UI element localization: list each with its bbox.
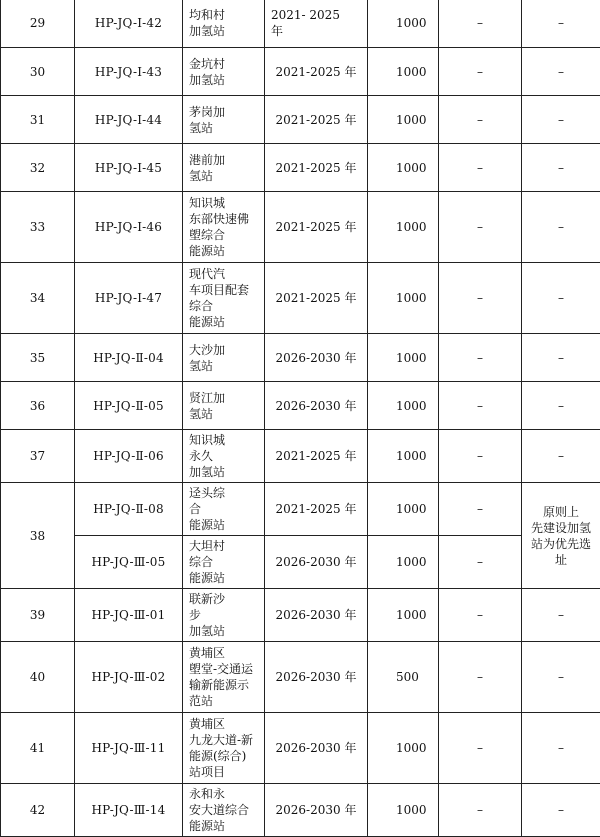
build-period: 2026-2030 年 bbox=[265, 536, 368, 589]
dash-cell: – bbox=[522, 144, 600, 192]
build-period: 2021-2025 年 bbox=[265, 430, 368, 483]
station-name-text: 知识城 东部快速佛 塱综合 能源站 bbox=[189, 195, 260, 259]
station-name bbox=[183, 48, 265, 96]
row-number: 42 bbox=[1, 784, 75, 837]
dash-cell: – bbox=[439, 589, 522, 642]
station-name-text: 黄埔区 九龙大道-新 能源(综合) 站项目 bbox=[189, 716, 260, 780]
build-period: 2026-2030 年 bbox=[265, 382, 368, 430]
dash-cell: – bbox=[522, 713, 600, 784]
table-row bbox=[1, 536, 600, 589]
station-name bbox=[183, 96, 265, 144]
capacity: 1000 bbox=[368, 334, 439, 382]
capacity: 1000 bbox=[368, 430, 439, 483]
capacity: 1000 bbox=[368, 0, 439, 48]
capacity: 1000 bbox=[368, 144, 439, 192]
capacity: 500 bbox=[368, 642, 439, 713]
build-period: 2021-2025 年 bbox=[265, 192, 368, 263]
dash-cell: – bbox=[522, 430, 600, 483]
row-number: 39 bbox=[1, 589, 75, 642]
station-name-text: 大沙加 氢站 bbox=[189, 342, 260, 374]
dash-cell: – bbox=[522, 96, 600, 144]
dash-cell: – bbox=[522, 382, 600, 430]
build-period: 2021-2025 年 bbox=[265, 144, 368, 192]
station-name-text: 联新沙 步 加氢站 bbox=[189, 591, 260, 639]
station-code: HP-JQ-Ⅲ-02 bbox=[75, 642, 183, 713]
station-code: HP-JQ-Ⅲ-14 bbox=[75, 784, 183, 837]
row-number: 30 bbox=[1, 48, 75, 96]
dash-cell: – bbox=[439, 334, 522, 382]
station-name-text: 现代汽 车项目配套 综合 能源站 bbox=[189, 266, 260, 330]
row-number: 40 bbox=[1, 642, 75, 713]
build-period-text: 2021- 2025 年 bbox=[271, 7, 367, 39]
station-code: HP-JQ-Ⅰ-42 bbox=[75, 0, 183, 48]
build-period: 2026-2030 年 bbox=[265, 784, 368, 837]
station-code: HP-JQ-Ⅰ-46 bbox=[75, 192, 183, 263]
table-row bbox=[1, 48, 600, 96]
build-period: 2026-2030 年 bbox=[265, 334, 368, 382]
station-name-text: 均和村 加氢站 bbox=[189, 7, 260, 39]
station-name-text: 永和永 安大道综合 能源站 bbox=[189, 786, 260, 834]
station-name bbox=[183, 642, 265, 713]
station-code: HP-JQ-Ⅱ-06 bbox=[75, 430, 183, 483]
station-name-text: 贤江加 氢站 bbox=[189, 390, 260, 422]
station-name bbox=[183, 536, 265, 589]
build-period: 2021-2025 年 bbox=[265, 48, 368, 96]
station-name bbox=[183, 784, 265, 837]
dash-cell: – bbox=[522, 642, 600, 713]
build-period: 2026-2030 年 bbox=[265, 642, 368, 713]
capacity: 1000 bbox=[368, 784, 439, 837]
capacity: 1000 bbox=[368, 589, 439, 642]
row-number: 32 bbox=[1, 144, 75, 192]
dash-cell: – bbox=[439, 784, 522, 837]
build-period: 2026-2030 年 bbox=[265, 589, 368, 642]
note-text: 原则上 先建设加氢 站为优先选 址 bbox=[528, 504, 594, 568]
station-name bbox=[183, 382, 265, 430]
station-name bbox=[183, 263, 265, 334]
station-code: HP-JQ-Ⅲ-11 bbox=[75, 713, 183, 784]
station-name-text: 迳头综 合 能源站 bbox=[189, 485, 260, 533]
row-number: 35 bbox=[1, 334, 75, 382]
row-number: 34 bbox=[1, 263, 75, 334]
capacity: 1000 bbox=[368, 713, 439, 784]
station-name bbox=[183, 144, 265, 192]
station-code: HP-JQ-Ⅰ-44 bbox=[75, 96, 183, 144]
dash-cell: – bbox=[439, 96, 522, 144]
station-name bbox=[183, 483, 265, 536]
table-row bbox=[1, 144, 600, 192]
dash-cell: – bbox=[439, 48, 522, 96]
station-code: HP-JQ-Ⅱ-08 bbox=[75, 483, 183, 536]
dash-cell: – bbox=[439, 430, 522, 483]
dash-cell: – bbox=[439, 382, 522, 430]
capacity: 1000 bbox=[368, 483, 439, 536]
capacity: 1000 bbox=[368, 192, 439, 263]
station-code: HP-JQ-Ⅲ-01 bbox=[75, 589, 183, 642]
dash-cell: – bbox=[522, 0, 600, 48]
station-name bbox=[183, 192, 265, 263]
dash-cell: – bbox=[439, 642, 522, 713]
station-code: HP-JQ-Ⅱ-04 bbox=[75, 334, 183, 382]
dash-cell: – bbox=[522, 784, 600, 837]
station-name-text: 金坑村 加氢站 bbox=[189, 56, 260, 88]
build-period: 2021-2025 年 bbox=[265, 96, 368, 144]
table-row bbox=[1, 642, 600, 713]
station-code: HP-JQ-Ⅲ-05 bbox=[75, 536, 183, 589]
build-period: 2021-2025 年 bbox=[265, 263, 368, 334]
table-row bbox=[1, 784, 600, 837]
station-name bbox=[183, 334, 265, 382]
table-row bbox=[1, 382, 600, 430]
station-code: HP-JQ-Ⅰ-47 bbox=[75, 263, 183, 334]
dash-cell: – bbox=[439, 263, 522, 334]
capacity: 1000 bbox=[368, 536, 439, 589]
capacity: 1000 bbox=[368, 263, 439, 334]
row-number: 33 bbox=[1, 192, 75, 263]
station-code: HP-JQ-Ⅱ-05 bbox=[75, 382, 183, 430]
row-number: 36 bbox=[1, 382, 75, 430]
table-row bbox=[1, 263, 600, 334]
station-name bbox=[183, 430, 265, 483]
row-number: 37 bbox=[1, 430, 75, 483]
row-number: 31 bbox=[1, 96, 75, 144]
station-name-text: 黄埔区 塱堂-交通运 输新能源示 范站 bbox=[189, 645, 260, 709]
capacity: 1000 bbox=[368, 48, 439, 96]
build-period: 2021-2025 年 bbox=[265, 483, 368, 536]
row-number: 29 bbox=[1, 0, 75, 48]
station-name bbox=[183, 0, 265, 48]
dash-cell: – bbox=[439, 0, 522, 48]
dash-cell: – bbox=[439, 144, 522, 192]
table-row bbox=[1, 713, 600, 784]
dash-cell: – bbox=[522, 334, 600, 382]
table-row bbox=[1, 483, 600, 536]
row-number: 41 bbox=[1, 713, 75, 784]
table-row bbox=[1, 334, 600, 382]
station-name bbox=[183, 713, 265, 784]
table-row bbox=[1, 589, 600, 642]
station-name-text: 港前加 氢站 bbox=[189, 152, 260, 184]
dash-cell: – bbox=[522, 589, 600, 642]
dash-cell: – bbox=[439, 483, 522, 536]
build-period: 2026-2030 年 bbox=[265, 713, 368, 784]
table-row bbox=[1, 430, 600, 483]
dash-cell: – bbox=[439, 192, 522, 263]
station-code: HP-JQ-Ⅰ-45 bbox=[75, 144, 183, 192]
build-period bbox=[265, 0, 368, 48]
table-row bbox=[1, 0, 600, 48]
capacity: 1000 bbox=[368, 382, 439, 430]
row-number: 38 bbox=[1, 483, 75, 589]
dash-cell: – bbox=[522, 192, 600, 263]
note-cell bbox=[522, 483, 600, 589]
table-row bbox=[1, 192, 600, 263]
station-name-text: 知识城 永久 加氢站 bbox=[189, 432, 260, 480]
dash-cell: – bbox=[439, 713, 522, 784]
capacity: 1000 bbox=[368, 96, 439, 144]
station-name-text: 茅岗加 氢站 bbox=[189, 104, 260, 136]
station-name-text: 大坦村 综合 能源站 bbox=[189, 538, 260, 586]
dash-cell: – bbox=[522, 263, 600, 334]
dash-cell: – bbox=[439, 536, 522, 589]
table-row bbox=[1, 96, 600, 144]
dash-cell: – bbox=[522, 48, 600, 96]
station-code: HP-JQ-Ⅰ-43 bbox=[75, 48, 183, 96]
station-name bbox=[183, 589, 265, 642]
